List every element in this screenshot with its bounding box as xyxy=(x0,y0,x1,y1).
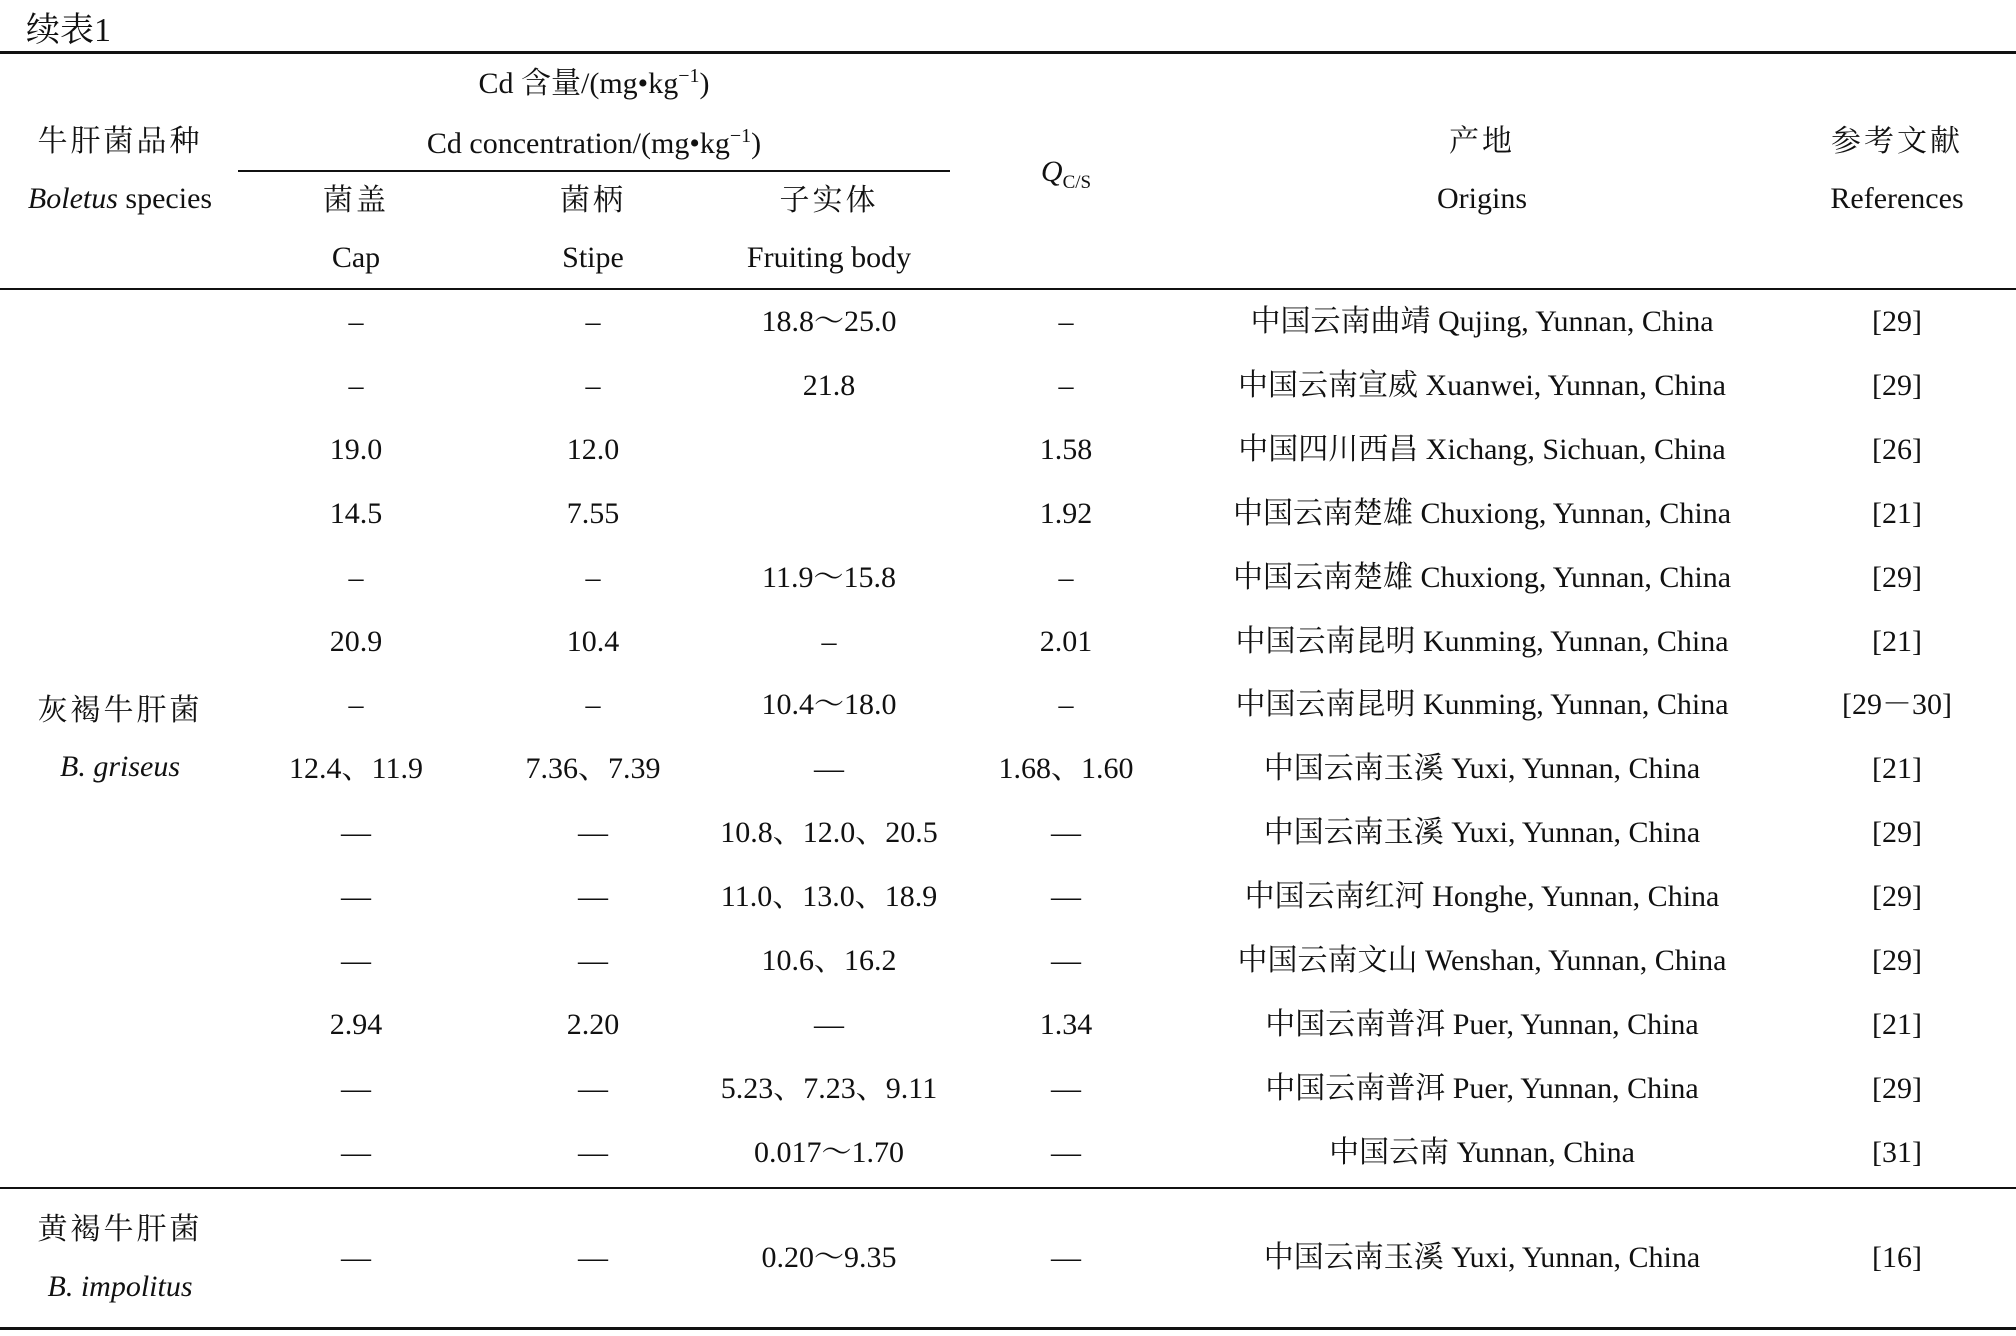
cell-stipe: — xyxy=(578,1072,608,1105)
cell-origin: 中国云南普洱 Puer, Yunnan, China xyxy=(1265,1008,1699,1041)
cell-stipe: 12.0 xyxy=(566,433,620,466)
species-name-en: B. impolitus xyxy=(47,1270,193,1303)
cell-q: 1.34 xyxy=(1039,1008,1093,1041)
header-cd-en xyxy=(426,125,762,160)
cell-cap: — xyxy=(341,944,371,977)
header-cap-en: Cap xyxy=(331,241,381,274)
cell-origin: 中国云南昆明 Kunming, Yunnan, China xyxy=(1235,688,1729,721)
header-cd-en-sup: −1 xyxy=(729,125,752,147)
header-species-genus: Boletus xyxy=(27,182,118,215)
header-origin-en: Origins xyxy=(1437,182,1527,215)
cell-stipe: — xyxy=(578,880,608,913)
cell-stipe: – xyxy=(585,688,601,721)
species-name-zh: 黄褐牛肝菌 xyxy=(37,1213,203,1246)
cell-q: — xyxy=(1051,880,1081,913)
cell-q: – xyxy=(1058,688,1074,721)
cell-ref: [29] xyxy=(1872,305,1922,338)
cell-cap: 2.94 xyxy=(329,1008,383,1041)
cd-group-rule xyxy=(238,170,950,172)
cell-origin: 中国云南红河 Honghe, Yunnan, China xyxy=(1244,880,1720,913)
cell-origin: 中国云南楚雄 Chuxiong, Yunnan, China xyxy=(1232,497,1732,530)
cell-ref: [21] xyxy=(1872,752,1922,785)
cell-origin: 中国云南文山 Wenshan, Yunnan, China xyxy=(1237,944,1727,977)
cell-fruit: – xyxy=(821,625,837,658)
header-fruit-en: Fruiting body xyxy=(746,241,912,274)
cell-stipe: – xyxy=(585,561,601,594)
header-stipe-zh: 菌柄 xyxy=(560,184,626,217)
cell-q: — xyxy=(1051,1072,1081,1105)
header-species-word: species xyxy=(117,182,213,215)
cell-fruit: 21.8 xyxy=(802,369,856,402)
cell-stipe: — xyxy=(578,816,608,849)
cell-cap: 12.4、11.9 xyxy=(289,752,423,785)
header-species-en xyxy=(28,184,212,214)
header-bottom-rule xyxy=(0,288,2016,290)
species-name-zh: 灰褐牛肝菌 xyxy=(37,694,203,727)
header-species-zh: 牛肝菌品种 xyxy=(37,125,203,158)
cell-cap: 19.0 xyxy=(329,433,383,466)
cell-cap: — xyxy=(341,880,371,913)
header-cd-zh xyxy=(478,65,710,100)
cell-q: – xyxy=(1058,305,1074,338)
cell-origin: 中国云南玉溪 Yuxi, Yunnan, China xyxy=(1263,816,1701,849)
cell-fruit: 5.23、7.23、9.11 xyxy=(720,1072,938,1105)
cell-origin: 中国云南楚雄 Chuxiong, Yunnan, China xyxy=(1232,561,1732,594)
cell-fruit: — xyxy=(814,1008,844,1041)
cell-cap: — xyxy=(341,1241,371,1274)
cell-stipe: 7.55 xyxy=(566,497,620,530)
header-ref-zh: 参考文献 xyxy=(1831,125,1963,158)
cell-fruit: 10.4～18.0 xyxy=(761,688,897,721)
header-cd-en-text: Cd concentration/(mg•kg xyxy=(426,127,730,160)
header-q xyxy=(1040,155,1092,193)
cell-ref: [26] xyxy=(1872,433,1922,466)
cell-origin: 中国云南曲靖 Qujing, Yunnan, China xyxy=(1250,305,1714,338)
cell-stipe: – xyxy=(585,305,601,338)
cell-cap: – xyxy=(348,688,364,721)
cell-cap: – xyxy=(348,369,364,402)
header-origin-zh: 产地 xyxy=(1449,125,1515,158)
cell-ref: [21] xyxy=(1872,497,1922,530)
cell-origin: 中国云南普洱 Puer, Yunnan, China xyxy=(1265,1072,1699,1105)
cell-q: – xyxy=(1058,561,1074,594)
cell-ref: [29] xyxy=(1872,880,1922,913)
cell-ref: [29] xyxy=(1872,816,1922,849)
cell-fruit: 11.9～15.8 xyxy=(762,561,896,594)
cell-ref: [21] xyxy=(1872,625,1922,658)
cell-stipe: — xyxy=(578,1241,608,1274)
cell-fruit: 10.6、16.2 xyxy=(761,944,897,977)
cell-origin: 中国云南昆明 Kunming, Yunnan, China xyxy=(1235,625,1729,658)
cell-stipe: 10.4 xyxy=(566,625,620,658)
cell-cap: – xyxy=(348,305,364,338)
cell-q: — xyxy=(1051,1136,1081,1169)
cell-q: — xyxy=(1051,1241,1081,1274)
cell-ref: [21] xyxy=(1872,1008,1922,1041)
cell-cap: — xyxy=(341,1136,371,1169)
table-caption: 续表1 xyxy=(26,12,111,49)
header-ref-en: References xyxy=(1830,182,1964,215)
cell-ref: [29] xyxy=(1872,1072,1922,1105)
bottom-rule xyxy=(0,1327,2016,1330)
cell-q: — xyxy=(1051,816,1081,849)
species-name-en: B. griseus xyxy=(60,750,180,783)
header-fruit-zh: 子实体 xyxy=(779,184,879,217)
cell-origin: 中国云南玉溪 Yuxi, Yunnan, China xyxy=(1263,1241,1701,1274)
cell-origin: 中国云南玉溪 Yuxi, Yunnan, China xyxy=(1263,752,1701,785)
header-q-sub: C/S xyxy=(1062,172,1092,193)
cell-origin: 中国云南 Yunnan, China xyxy=(1329,1136,1635,1169)
cell-ref: [29－30] xyxy=(1842,688,1952,721)
cell-ref: [31] xyxy=(1872,1136,1922,1169)
cell-q: – xyxy=(1058,369,1074,402)
cell-ref: [29] xyxy=(1872,944,1922,977)
cell-cap: — xyxy=(341,816,371,849)
header-cd-en-close: ) xyxy=(751,127,762,160)
cell-q: 1.68、1.60 xyxy=(998,752,1134,785)
cell-ref: [16] xyxy=(1872,1241,1922,1274)
cell-q: — xyxy=(1051,944,1081,977)
cell-fruit: 0.20～9.35 xyxy=(761,1241,897,1274)
cell-fruit: 18.8～25.0 xyxy=(761,305,897,338)
cell-stipe: 7.36、7.39 xyxy=(525,752,661,785)
cell-cap: 20.9 xyxy=(329,625,383,658)
group-separator-rule xyxy=(0,1187,2016,1189)
top-rule xyxy=(0,51,2016,54)
header-cd-zh-text: Cd 含量/(mg•kg xyxy=(478,67,679,100)
header-cap-zh: 菌盖 xyxy=(323,184,389,217)
cell-stipe: – xyxy=(585,369,601,402)
cell-fruit: 0.017～1.70 xyxy=(754,1136,904,1169)
cell-cap: – xyxy=(348,561,364,594)
cell-q: 1.58 xyxy=(1039,433,1093,466)
cell-ref: [29] xyxy=(1872,369,1922,402)
cell-q: 2.01 xyxy=(1039,625,1093,658)
cell-origin: 中国四川西昌 Xichang, Sichuan, China xyxy=(1238,433,1726,466)
cell-ref: [29] xyxy=(1872,561,1922,594)
cell-stipe: 2.20 xyxy=(566,1008,620,1041)
cell-fruit: 11.0、13.0、18.9 xyxy=(720,880,938,913)
header-cd-zh-sup: −1 xyxy=(678,65,700,87)
cell-fruit: — xyxy=(814,752,844,785)
header-q-main: Q xyxy=(1040,155,1063,188)
cell-cap: — xyxy=(341,1072,371,1105)
header-stipe-en: Stipe xyxy=(562,241,624,274)
cell-origin: 中国云南宣威 Xuanwei, Yunnan, China xyxy=(1238,369,1726,402)
header-cd-zh-close: ) xyxy=(699,67,710,100)
cell-fruit: 10.8、12.0、20.5 xyxy=(720,816,938,849)
cell-stipe: — xyxy=(578,1136,608,1169)
cell-stipe: — xyxy=(578,944,608,977)
cell-q: 1.92 xyxy=(1039,497,1093,530)
cell-cap: 14.5 xyxy=(329,497,383,530)
